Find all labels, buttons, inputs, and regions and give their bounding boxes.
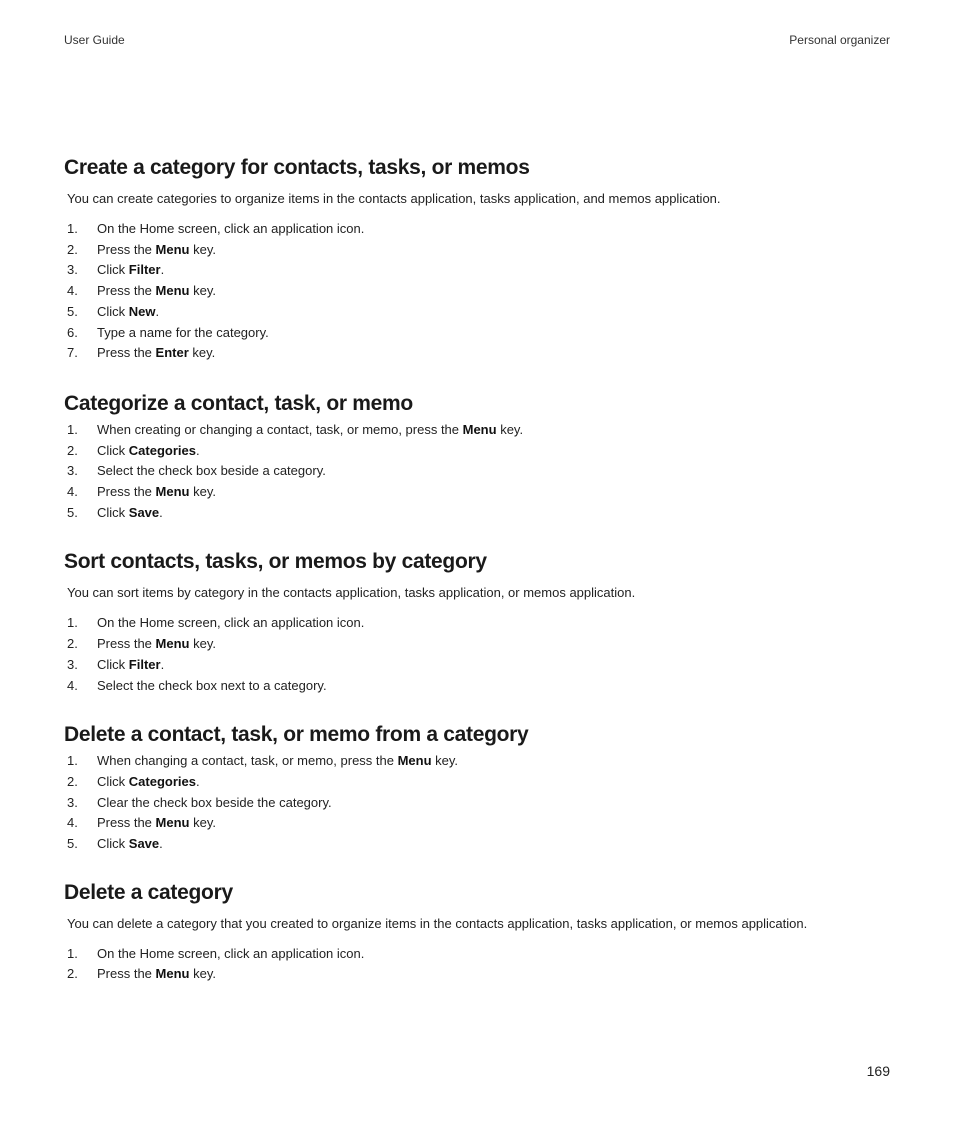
step-text: Click (97, 773, 129, 789)
step-number: 2. (67, 241, 78, 257)
step-item (67, 260, 890, 281)
step-text-end: key. (189, 636, 216, 652)
step-text: Click (97, 303, 129, 319)
step-number: 2. (67, 773, 78, 789)
step-number: 1. (67, 615, 78, 631)
step-text: Click (97, 504, 129, 520)
step-key-label: Menu (155, 283, 190, 299)
step-text: Press the (97, 241, 156, 257)
step-text-end: key. (189, 283, 216, 299)
step-item (67, 655, 890, 676)
step-number: 3. (67, 794, 78, 810)
step-text-end: key. (189, 241, 216, 257)
step-text: Click (97, 262, 129, 278)
step-text: Press the (97, 484, 156, 500)
step-item (67, 751, 890, 772)
header-chapter-title: Personal organizer (789, 33, 890, 47)
step-item (67, 240, 890, 261)
step-number: 1. (67, 421, 78, 437)
step-key-label: Menu (155, 636, 190, 652)
step-number: 1. (67, 945, 78, 961)
step-text: Type a name for the category. (97, 324, 269, 340)
step-number: 3. (67, 463, 78, 479)
step-text: Press the (97, 966, 156, 982)
step-text: Press the (97, 815, 156, 831)
step-text: On the Home screen, click an application icon. (97, 615, 365, 631)
section-delete-category (64, 879, 890, 985)
step-item (67, 834, 890, 855)
step-text-end: . (160, 656, 165, 672)
step-text-end: . (160, 262, 165, 278)
running-header (64, 33, 890, 49)
section-heading: Delete a contact, task, or memo from a category (64, 723, 529, 747)
step-item (67, 613, 890, 634)
step-number: 4. (67, 815, 78, 831)
step-text-end: . (155, 303, 160, 319)
step-item (67, 944, 890, 965)
section-intro: You can delete a category that you created to organize items in the contacts application, tasks application, or memos application. (67, 915, 808, 931)
step-number: 5. (67, 504, 78, 520)
section-categorize-item (64, 390, 890, 524)
section-sort-by-category (64, 548, 890, 696)
step-item (67, 281, 890, 302)
step-text: On the Home screen, click an application icon. (97, 221, 365, 236)
section-heading: Categorize a contact, task, or memo (64, 391, 413, 415)
step-text: Click (97, 836, 129, 852)
step-key-label: Categories (128, 442, 196, 458)
step-text: Press the (97, 283, 156, 299)
step-number: 2. (67, 636, 78, 652)
steps-list (64, 420, 890, 524)
step-number: 7. (67, 345, 78, 361)
step-key-label: Filter (128, 262, 161, 278)
steps-list (64, 944, 890, 985)
step-item (67, 772, 890, 793)
step-item (67, 323, 890, 344)
step-text: Clear the check box beside the category. (97, 794, 332, 810)
step-text-end: key. (431, 753, 459, 769)
section-intro: You can sort items by category in the contacts application, tasks application, or memos application. (67, 585, 636, 601)
step-text: Select the check box beside a category. (97, 463, 326, 479)
step-text-end: key. (188, 345, 216, 361)
section-create-category (64, 154, 890, 364)
step-text: Press the (97, 636, 156, 652)
step-key-label: Menu (155, 966, 190, 982)
step-text: Press the (97, 345, 156, 361)
header-document-title: User Guide (64, 33, 125, 47)
step-number: 2. (67, 966, 78, 982)
step-number: 3. (67, 262, 78, 278)
step-item (67, 420, 890, 441)
step-number: 5. (67, 303, 78, 319)
step-item (67, 503, 890, 524)
section-delete-from-category (64, 721, 890, 855)
step-key-label: Menu (155, 815, 190, 831)
section-heading: Create a category for contacts, tasks, or memos (64, 156, 530, 179)
step-key-label: Save (128, 504, 160, 520)
step-number: 1. (67, 753, 78, 769)
step-number: 3. (67, 656, 78, 672)
step-number: 4. (67, 484, 78, 500)
step-item (67, 964, 890, 985)
step-text-end: . (195, 773, 200, 789)
step-item (67, 219, 890, 240)
step-item (67, 813, 890, 834)
step-text: Select the check box next to a category. (97, 677, 327, 693)
step-item (67, 461, 890, 482)
step-number: 4. (67, 677, 78, 693)
steps-list (64, 219, 890, 364)
step-text-end: key. (189, 815, 216, 831)
step-text-end: key. (189, 966, 216, 982)
step-text-end: key. (496, 421, 524, 437)
page-content (64, 154, 890, 985)
step-item (67, 676, 890, 697)
step-item (67, 482, 890, 503)
step-key-label: Enter (155, 345, 189, 361)
step-text: Click (97, 656, 129, 672)
section-intro: You can create categories to organize items in the contacts application, tasks application, and memos application. (67, 191, 721, 206)
step-item (67, 343, 890, 364)
step-text: On the Home screen, click an application icon. (97, 945, 365, 961)
step-text: When changing a contact, task, or memo, press the (97, 753, 398, 769)
step-item (67, 634, 890, 655)
step-text-end: . (159, 504, 163, 520)
step-text-end: key. (189, 484, 216, 500)
steps-list (64, 751, 890, 855)
step-number: 4. (67, 283, 78, 299)
step-item (67, 793, 890, 814)
section-heading: Delete a category (64, 880, 233, 904)
step-text-end: . (195, 442, 200, 458)
step-number: 2. (67, 442, 78, 458)
step-key-label: Menu (155, 484, 190, 500)
step-text: When creating or changing a contact, task, or memo, press the (97, 421, 463, 437)
step-text: Click (97, 442, 129, 458)
step-key-label: New (128, 303, 156, 319)
step-key-label: Menu (462, 421, 497, 437)
step-key-label: Menu (155, 241, 190, 257)
step-key-label: Categories (128, 773, 196, 789)
step-number: 5. (67, 836, 78, 852)
step-number: 1. (67, 221, 78, 236)
step-text-end: . (159, 836, 163, 852)
step-key-label: Filter (128, 656, 161, 672)
step-item (67, 441, 890, 462)
page-number: 169 (866, 1063, 890, 1079)
step-key-label: Menu (397, 753, 432, 769)
step-item (67, 302, 890, 323)
steps-list (64, 613, 890, 696)
step-key-label: Save (128, 836, 160, 852)
section-heading: Sort contacts, tasks, or memos by category (64, 550, 487, 574)
step-number: 6. (67, 324, 78, 340)
